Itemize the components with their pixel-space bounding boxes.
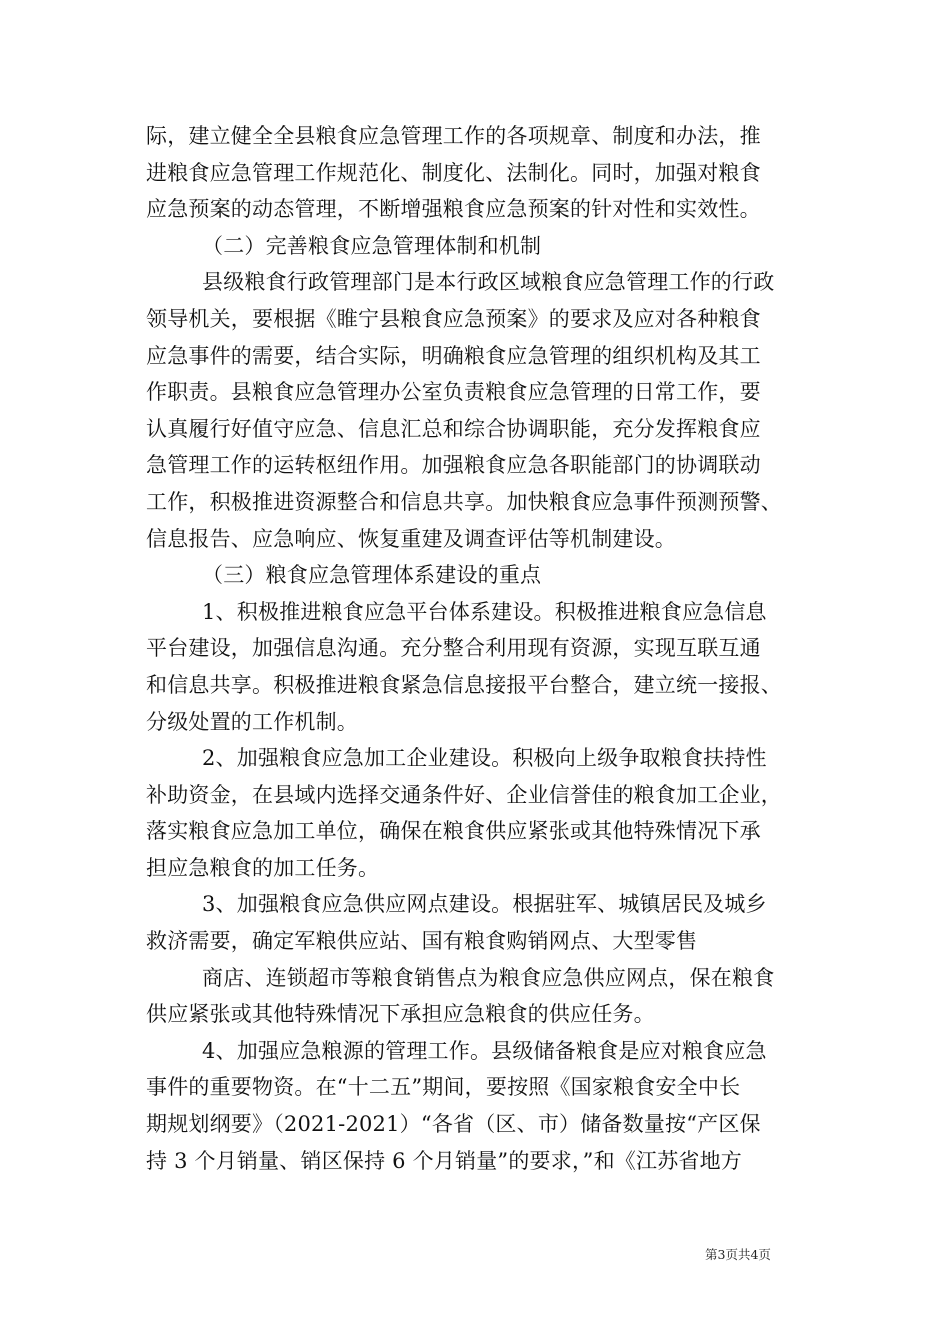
text-line: 领导机关，要根据《睢宁县粮食应急预案》的要求及应对各种粮食 [146, 306, 761, 331]
text-line: 和信息共享。积极推进粮食紧急信息接报平台整合，建立统一接报、 [146, 672, 782, 697]
text-line: 县级粮食行政管理部门是本行政区域粮食应急管理工作的行政 [202, 270, 775, 295]
text-line: 认真履行好值守应急、信息汇总和综合协调职能，充分发挥粮食应 [146, 416, 761, 441]
text-line: 3、加强粮食应急供应网点建设。根据驻军、城镇居民及城乡 [202, 892, 767, 917]
text-line: 救济需要，确定军粮供应站、国有粮食购销网点、大型零售 [146, 929, 698, 954]
text-line: 事件的重要物资。在“十二五”期间，要按照《国家粮食安全中长 [146, 1075, 741, 1100]
text-line: 补助资金，在县域内选择交通条件好、企业信誉佳的粮食加工企业， [146, 782, 782, 807]
text-line: 作职责。县粮食应急管理办公室负责粮食应急管理的日常工作，要 [146, 380, 761, 405]
text-line: 4、加强应急粮源的管理工作。县级储备粮食是应对粮食应急 [202, 1038, 767, 1063]
text-line: 急管理工作的运转枢纽作用。加强粮食应急各职能部门的协调联动 [146, 453, 761, 478]
text-line: 商店、连锁超市等粮食销售点为粮食应急供应网点，保在粮食 [202, 965, 775, 990]
text-line: 1、积极推进粮食应急平台体系建设。积极推进粮食应急信息 [202, 599, 767, 624]
text-line: 供应紧张或其他特殊情况下承担应急粮食的供应任务。 [146, 1002, 655, 1027]
text-line: 持 3 个月销量、销区保持 6 个月销量”的要求，”和《江苏省地方 [146, 1148, 742, 1173]
text-line: 际，建立健全全县粮食应急管理工作的各项规章、制度和办法，推 [146, 124, 761, 148]
text-line: 应急预案的动态管理，不断增强粮食应急预案的针对性和实效性。 [146, 197, 761, 222]
text-line: 期规划纲要》（2021-2021）“各省（区、市）储备数量按“产区保 [146, 1112, 761, 1137]
text-line: （二）完善粮食应急管理体制和机制 [202, 233, 542, 258]
text-line: 2、加强粮食应急加工企业建设。积极向上级争取粮食扶持性 [202, 746, 767, 771]
page-number: 第3页共4页 [705, 1247, 771, 1262]
text-line: 工作，积极推进资源整合和信息共享。加快粮食应急事件预测预警、 [146, 489, 782, 514]
text-line: 进粮食应急管理工作规范化、制度化、法制化。同时，加强对粮食 [146, 160, 761, 185]
text-line: 平台建设，加强信息沟通。充分整合利用现有资源，实现互联互通 [146, 636, 761, 661]
text-line: 落实粮食应急加工单位，确保在粮食供应紧张或其他特殊情况下承 [146, 819, 761, 844]
text-line: 担应急粮食的加工任务。 [146, 855, 380, 880]
text-line: 信息报告、应急响应、恢复重建及调查评估等机制建设。 [146, 526, 676, 551]
text-line: （三）粮食应急管理体系建设的重点 [202, 563, 542, 588]
text-line: 应急事件的需要，结合实际，明确粮食应急管理的组织机构及其工 [146, 343, 761, 368]
text-line: 分级处置的工作机制。 [146, 709, 358, 734]
document-body [146, 118, 826, 1179]
